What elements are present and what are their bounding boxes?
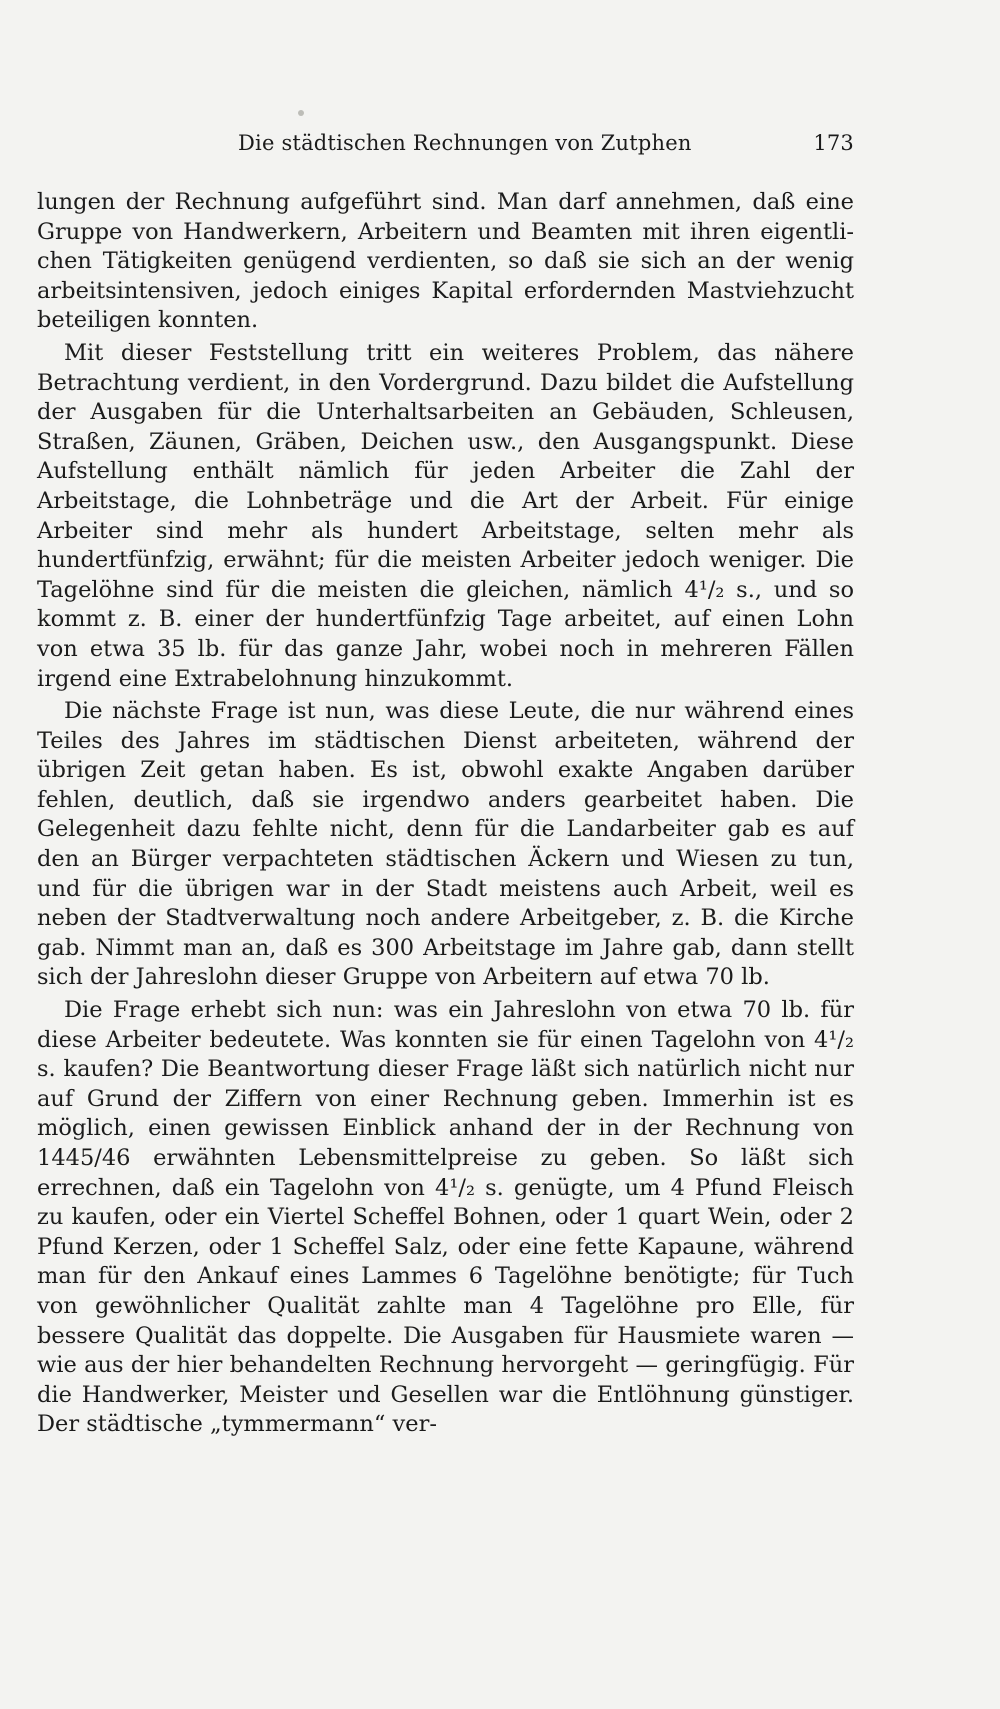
paragraph-4: Die Frage erhebt sich nun: was ein Jahreslohn von etwa 70 lb. für diese Arbeiter bedeutete. Was konnten sie für einen Tagelohn von 4¹/₂ s. kaufen? Die Beantwortung dieser Frage läßt sich natürlich nicht nur auf Grund der Ziffern von einer Rechnung geben. Immerhin ist es möglich, einen gewissen Einblick anhand der in der Rechnung von 1445/46 erwähnten Lebensmittelpreise zu geben. So läßt sich errechnen, daß ein Tagelohn von 4¹/₂ s. genügte, um 4 Pfund Fleisch zu kaufen, oder ein Viertel Scheffel Bohnen, oder 1 quart Wein, oder 2 Pfund Kerzen, oder 1 Scheffel Salz, oder eine fette Kapaune, während man für den Ankauf eines Lammes 6 Tagelöhne benötigte; für Tuch von gewöhnlicher Qualität zahlte man 4 Tagelöhne pro Elle, für bessere Qualität das doppelte. Die Ausgaben für Hausmiete waren — wie aus der hier behandelten Rechnung hervorgeht — geringfügig. Für die Handwerker, Meister und Gesellen war die Entlöhnung günstiger. Der städtische „tymmermann“ ver- [37,997,854,1438]
running-head [36,131,854,161]
paragraph-3: Die nächste Frage ist nun, was diese Leute, die nur während eines Teiles des Jahres im städtischen Dienst arbeiteten, während der übrigen Zeit getan haben. Es ist, obwohl exakte Angaben darüber fehlen, deutlich, daß sie irgendwo anders gearbeitet haben. Die Gelegenheit dazu fehlte nicht, denn für die Landarbeiter gab es auf den an Bürger verpachteten städtischen Äckern und Wiesen zu tun, und für die übrigen war in der Stadt meistens auch Arbeit, weil es neben der Stadtverwaltung noch andere Arbeitgeber, z. B. die Kirche gab. Nimmt man an, daß es 300 Arbeitstage im Jahre gab, dann stellt sich der Jahreslohn dieser Gruppe von Arbeitern auf etwa 70 lb. [37,698,854,991]
paragraph-1: lungen der Rechnung aufgeführt sind. Man darf annehmen, daß eine Gruppe von Handwerkern, Arbeitern und Beamten mit ihren eigentlichen Tätigkeiten genügend verdienten, so daß sie sich an der wenig arbeitsintensiven, jedoch einiges Kapital erfordernden Mastviehzucht beteiligen konnten. [37,189,854,334]
running-title: Die städtischen Rechnungen von Zutphen [238,131,692,155]
page-number: 173 [813,131,854,155]
body-text [37,188,854,1443]
paragraph-2: Mit dieser Feststellung tritt ein weiteres Problem, das nähere Betrachtung verdient, in den Vordergrund. Dazu bildet die Aufstellung der Ausgaben für die Unterhaltsarbeiten an Gebäuden, Schleusen, Straßen, Zäunen, Gräben, Deichen usw., den Ausgangspunkt. Diese Aufstellung enthält nämlich für jeden Arbeiter die Zahl der Arbeitstage, die Lohnbeträge und die Art der Arbeit. Für einige Arbeiter sind mehr als hundert Arbeitstage, selten mehr als hundertfünfzig, erwähnt; für die meisten Arbeiter jedoch weniger. Die Tagelöhne sind für die meisten die gleichen, nämlich 4¹/₂ s., und so kommt z. B. einer der hundertfünfzig Tage arbeitet, auf einen Lohn von etwa 35 lb. für das ganze Jahr, wobei noch in mehreren Fällen irgend eine Extrabelohnung hinzukommt. [37,339,854,692]
scan-speck [298,110,304,116]
